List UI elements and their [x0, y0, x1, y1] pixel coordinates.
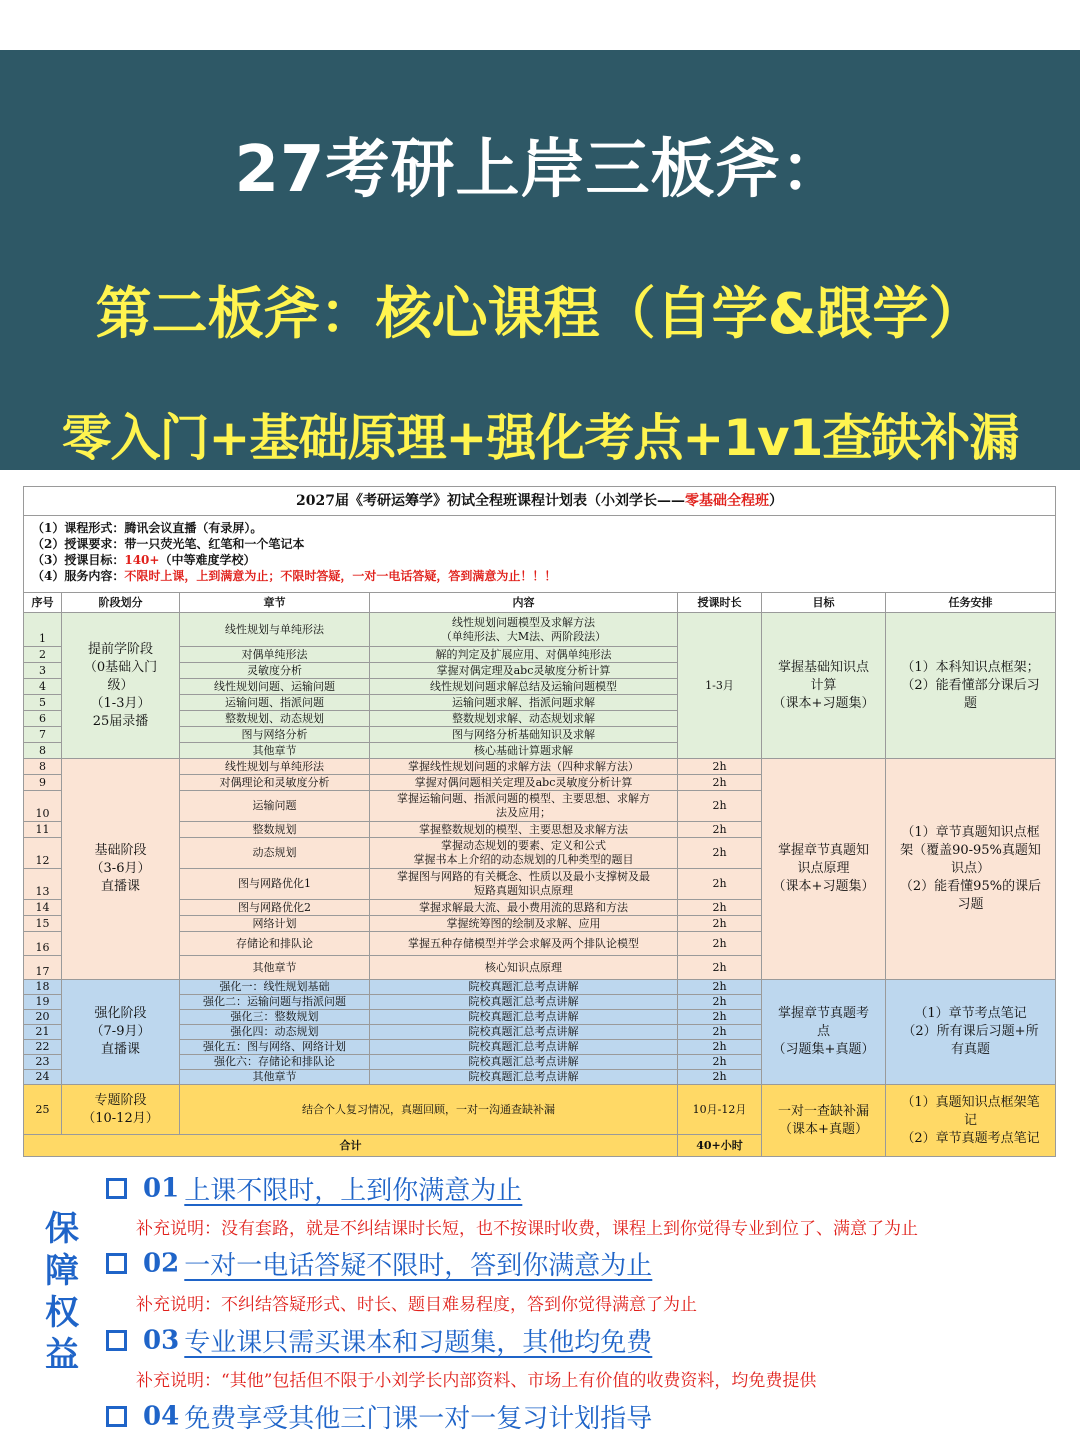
chapter-cell: 线性规划问题、运输问题: [180, 679, 370, 695]
info-highlight: 140+: [124, 553, 160, 567]
table-row: [24, 980, 1056, 995]
row-number: 10: [24, 791, 62, 822]
row-number: 6: [24, 711, 62, 727]
goal-line: 一对一查缺补漏: [777, 1103, 869, 1119]
benefit-number: 01: [143, 1173, 180, 1204]
info-line: [32, 552, 1047, 568]
duration-cell: 2h: [678, 995, 762, 1010]
row-number: 7: [24, 727, 62, 743]
benefit-text: 免费享受其他三门课一对一复习计划指导: [184, 1404, 653, 1434]
guarantee-char: 益: [45, 1335, 79, 1375]
task-cell: [886, 1085, 1056, 1157]
content-cell: 图与网络分析基础知识及求解: [370, 727, 678, 743]
task-line: 记: [963, 1112, 977, 1128]
benefit-text: 上课不限时，上到你满意为止: [184, 1176, 523, 1206]
content-cell: 院校真题汇总考点讲解: [370, 1055, 678, 1070]
task-line: （2）能看懂部分课后习: [901, 677, 1040, 693]
row-number: 24: [24, 1070, 62, 1085]
content-cell: 结合个人复习情况，真题回顾，一对一沟通查缺补漏: [180, 1085, 678, 1135]
info-label: （3）授课目标：: [32, 553, 125, 567]
task-line: （1）真题知识点框架笔: [901, 1094, 1040, 1110]
content-cell: [370, 838, 678, 869]
task-line: （1）本科知识点框架；: [901, 659, 1040, 675]
total-label: 合计: [24, 1135, 678, 1157]
task-line: 有真题: [950, 1042, 990, 1057]
row-number: 22: [24, 1040, 62, 1055]
benefit-note: 补充说明：不纠结答疑形式、时长、题目难易程度，答到你觉得满意了为止: [136, 1295, 697, 1315]
benefit-text: 专业课只需买课本和习题集，其他均免费: [184, 1328, 653, 1358]
goal-line: （习题集+真题）: [772, 1042, 875, 1057]
duration-cell: 2h: [678, 916, 762, 932]
content-cell: 掌握求解最大流、最小费用流的思路和方法: [370, 900, 678, 916]
goal-line: 掌握章节真题知: [777, 843, 869, 858]
goal-line: （课本+习题集）: [772, 879, 875, 894]
content-cell: 解的判定及扩展应用、对偶单纯形法: [370, 647, 678, 663]
content-cell: 院校真题汇总考点讲解: [370, 1070, 678, 1085]
duration-cell: 2h: [678, 869, 762, 900]
goal-cell: [762, 1085, 886, 1157]
duration-cell: 2h: [678, 759, 762, 775]
stage-cell: [62, 613, 180, 759]
chapter-cell: 对偶单纯形法: [180, 647, 370, 663]
row-number: 5: [24, 695, 62, 711]
info-label: （4）服务内容：: [32, 569, 125, 583]
row-number: 20: [24, 1010, 62, 1025]
content-cell: 院校真题汇总考点讲解: [370, 1010, 678, 1025]
goal-cell: [762, 980, 886, 1085]
chapter-cell: 对偶理论和灵敏度分析: [180, 775, 370, 791]
checkbox-icon: [106, 1406, 127, 1427]
info-line: [32, 568, 1047, 584]
chapter-cell: 图与网络分析: [180, 727, 370, 743]
column-header: 授课时长: [678, 593, 762, 613]
row-number: 8: [24, 743, 62, 759]
column-header: 章节: [180, 593, 370, 613]
duration-cell: 2h: [678, 900, 762, 916]
stage-line: （1-3月）: [90, 695, 151, 711]
row-number: 4: [24, 679, 62, 695]
task-line: （1）章节真题知识点框: [901, 825, 1040, 840]
table-row: [24, 613, 1056, 647]
stage-line: 专题阶段: [94, 1092, 147, 1108]
row-number: 8: [24, 759, 62, 775]
content-cell: 院校真题汇总考点讲解: [370, 980, 678, 995]
checkbox-icon: [106, 1178, 127, 1199]
duration-cell: 2h: [678, 956, 762, 980]
content-line: （单纯形法、大M法、两阶段法）: [440, 629, 607, 643]
info-line: （1）课程形式：腾讯会议直播（有录屏）。: [32, 521, 263, 535]
content-cell: 院校真题汇总考点讲解: [370, 1040, 678, 1055]
content-line: 掌握运输问题、指派问题的模型、主要思想、求解方: [397, 792, 650, 805]
content-cell: 掌握五种存储模型并学会求解及两个排队论模型: [370, 932, 678, 956]
row-number: 1: [24, 613, 62, 647]
task-line: 识点）: [950, 861, 990, 876]
row-number: 21: [24, 1025, 62, 1040]
duration-cell: 10月-12月: [678, 1085, 762, 1135]
content-line: 短路真题知识点原理: [474, 884, 573, 897]
benefit-text: 一对一电话答疑不限时，答到你满意为止: [184, 1251, 653, 1281]
info-text: （中等难度学校）: [159, 553, 256, 567]
stage-cell: [62, 980, 180, 1085]
benefit-number: 02: [143, 1248, 180, 1279]
task-line: （2）章节真题考点笔记: [901, 1130, 1040, 1146]
content-cell: 线性规划问题求解总结及运输问题模型: [370, 679, 678, 695]
task-line: （2）能看懂95%的课后: [899, 879, 1042, 894]
content-cell: 运输问题求解、指派问题求解: [370, 695, 678, 711]
column-header: 序号: [24, 593, 62, 613]
benefit-item: [106, 1322, 652, 1359]
chapter-cell: 其他章节: [180, 956, 370, 980]
content-cell: 院校真题汇总考点讲解: [370, 1025, 678, 1040]
table-title-suffix: ）: [768, 493, 783, 509]
task-line: （2）所有课后习题+所: [902, 1024, 1039, 1039]
content-line: 掌握动态规划的要素、定义和公式: [441, 839, 606, 852]
benefit-item: [106, 1398, 652, 1435]
total-value: 40+小时: [678, 1135, 762, 1157]
row-number: 2: [24, 647, 62, 663]
chapter-cell: 线性规划与单纯形法: [180, 759, 370, 775]
stage-line: 25届录播: [92, 713, 149, 729]
row-number: 13: [24, 869, 62, 900]
goal-cell: [762, 613, 886, 759]
benefit-note: 补充说明：没有套路，就是不纠结课时长短，也不按课时收费，课程上到你觉得专业到位了、满意了为止: [136, 1219, 918, 1239]
guarantee-char: 障: [45, 1251, 79, 1291]
chapter-cell: 运输问题、指派问题: [180, 695, 370, 711]
table-row: [24, 1085, 1056, 1135]
duration-cell: 2h: [678, 775, 762, 791]
row-number: 14: [24, 900, 62, 916]
chapter-cell: 灵敏度分析: [180, 663, 370, 679]
goal-line: 识点原理: [797, 861, 850, 876]
guarantee-label: [40, 1208, 84, 1376]
content-cell: 核心知识点原理: [370, 956, 678, 980]
stage-cell: [62, 1085, 180, 1135]
goal-line: 掌握章节真题考: [777, 1006, 869, 1021]
content-cell: 掌握对偶定理及abc灵敏度分析计算: [370, 663, 678, 679]
row-number: 9: [24, 775, 62, 791]
content-cell: [370, 869, 678, 900]
chapter-cell: 存储论和排队论: [180, 932, 370, 956]
chapter-cell: 其他章节: [180, 743, 370, 759]
row-number: 23: [24, 1055, 62, 1070]
duration-cell: 2h: [678, 1010, 762, 1025]
goal-line: （课本+真题）: [779, 1121, 868, 1137]
chapter-cell: 强化四：动态规划: [180, 1025, 370, 1040]
content-cell: 掌握整数规划的模型、主要思想及求解方法: [370, 822, 678, 838]
task-cell: [886, 613, 1056, 759]
stage-line: 提前学阶段: [87, 641, 153, 657]
stage-cell: [62, 759, 180, 980]
guarantee-char: 权: [45, 1293, 79, 1333]
benefit-item: [106, 1245, 652, 1282]
stage-line: 直播课: [100, 1042, 140, 1057]
chapter-cell: 强化三：整数规划: [180, 1010, 370, 1025]
column-header: 内容: [370, 593, 678, 613]
benefit-number: 04: [143, 1401, 180, 1432]
row-number: 15: [24, 916, 62, 932]
duration-cell: 2h: [678, 932, 762, 956]
duration-cell: 2h: [678, 1025, 762, 1040]
chapter-cell: 其他章节: [180, 1070, 370, 1085]
info-highlight: 不限时上课，上到满意为止；不限时答疑，一对一电话答疑，答到满意为止！！！: [124, 569, 557, 583]
stage-line: 基础阶段: [94, 843, 147, 858]
chapter-cell: 图与网路优化1: [180, 869, 370, 900]
row-number: 18: [24, 980, 62, 995]
stage-line: 强化阶段: [94, 1006, 147, 1021]
row-number: 11: [24, 822, 62, 838]
duration-cell: 2h: [678, 980, 762, 995]
course-info: [24, 516, 1056, 593]
column-header: 阶段划分: [62, 593, 180, 613]
table-row: [24, 759, 1056, 775]
content-line: 线性规划问题模型及求解方法: [452, 615, 595, 629]
column-header: 任务安排: [886, 593, 1056, 613]
benefit-note: 补充说明：“其他”包括但不限于小刘学长内部资料、市场上有价值的收费资料，均免费提供: [136, 1371, 817, 1391]
checkbox-icon: [106, 1330, 127, 1351]
task-cell: [886, 980, 1056, 1085]
benefit-number: 03: [143, 1325, 180, 1356]
task-line: 题: [963, 695, 977, 711]
duration-cell: 2h: [678, 791, 762, 822]
content-cell: 掌握对偶问题相关定理及abc灵敏度分析计算: [370, 775, 678, 791]
page-subtitle: 第二板斧：核心课程（自学&跟学）: [95, 282, 985, 347]
row-number: 19: [24, 995, 62, 1010]
course-plan-table: [23, 486, 1056, 1157]
chapter-cell: 整数规划: [180, 822, 370, 838]
checkbox-icon: [106, 1253, 127, 1274]
goal-line: 点: [816, 1024, 830, 1039]
page-title: 27考研上岸三板斧：: [234, 133, 846, 207]
content-cell: 掌握线性规划问题的求解方法（四种求解方法）: [370, 759, 678, 775]
chapter-cell: 强化一：线性规划基础: [180, 980, 370, 995]
task-line: 习题: [957, 897, 984, 912]
task-line: （1）章节考点笔记: [914, 1006, 1027, 1021]
chapter-cell: 网络计划: [180, 916, 370, 932]
task-line: 架（覆盖90-95%真题知: [900, 843, 1041, 858]
content-line: 掌握书本上介绍的动态规划的几种类型的题目: [413, 853, 634, 866]
duration-cell: 1-3月: [678, 613, 762, 759]
guarantee-char: 保: [45, 1209, 79, 1249]
goal-line: （课本+习题集）: [772, 695, 875, 711]
table-title: [24, 487, 1056, 516]
content-cell: [370, 613, 678, 647]
content-cell: 整数规划求解、动态规划求解: [370, 711, 678, 727]
content-cell: 核心基础计算题求解: [370, 743, 678, 759]
row-number: 3: [24, 663, 62, 679]
info-line: （2）授课要求：带一只荧光笔、红笔和一个笔记本: [32, 537, 305, 551]
goal-line: 掌握基础知识点: [777, 659, 869, 675]
stage-line: 级）: [107, 677, 134, 693]
goal-cell: [762, 759, 886, 980]
task-cell: [886, 759, 1056, 980]
stage-line: （0基础入门: [83, 659, 158, 675]
stage-line: （7-9月）: [90, 1024, 151, 1039]
chapter-cell: 线性规划与单纯形法: [180, 613, 370, 647]
duration-cell: 2h: [678, 1040, 762, 1055]
chapter-cell: 运输问题: [180, 791, 370, 822]
row-number: 25: [24, 1085, 62, 1135]
stage-line: （10-12月）: [82, 1110, 159, 1126]
benefit-item: [106, 1170, 522, 1207]
table-header-row: [24, 593, 1056, 613]
duration-cell: 2h: [678, 822, 762, 838]
chapter-cell: 图与网路优化2: [180, 900, 370, 916]
column-header: 目标: [762, 593, 886, 613]
content-line: 掌握图与网路的有关概念、性质以及最小支撑树及最: [397, 870, 650, 883]
chapter-cell: 强化六：存储论和排队论: [180, 1055, 370, 1070]
row-number: 17: [24, 956, 62, 980]
chapter-cell: 整数规划、动态规划: [180, 711, 370, 727]
duration-cell: 2h: [678, 1055, 762, 1070]
row-number: 12: [24, 838, 62, 869]
table-title-text: 2027届《考研运筹学》初试全程班课程计划表（小刘学长——: [296, 493, 685, 509]
chapter-cell: 强化二：运输问题与指派问题: [180, 995, 370, 1010]
chapter-cell: 强化五：图与网络、网络计划: [180, 1040, 370, 1055]
stage-line: 直播课: [100, 879, 140, 894]
duration-cell: 2h: [678, 1070, 762, 1085]
content-cell: 院校真题汇总考点讲解: [370, 995, 678, 1010]
page-tagline: 零入门+基础原理+强化考点+1v1查缺补漏: [61, 409, 1019, 467]
duration-cell: 2h: [678, 838, 762, 869]
content-cell: 掌握统筹图的绘制及求解、应用: [370, 916, 678, 932]
content-cell: [370, 791, 678, 822]
stage-line: （3-6月）: [90, 861, 151, 876]
row-number: 16: [24, 932, 62, 956]
content-line: 法及应用；: [496, 806, 551, 819]
goal-line: 计算: [810, 677, 837, 693]
chapter-cell: 动态规划: [180, 838, 370, 869]
table-title-highlight: 零基础全程班: [684, 493, 769, 509]
